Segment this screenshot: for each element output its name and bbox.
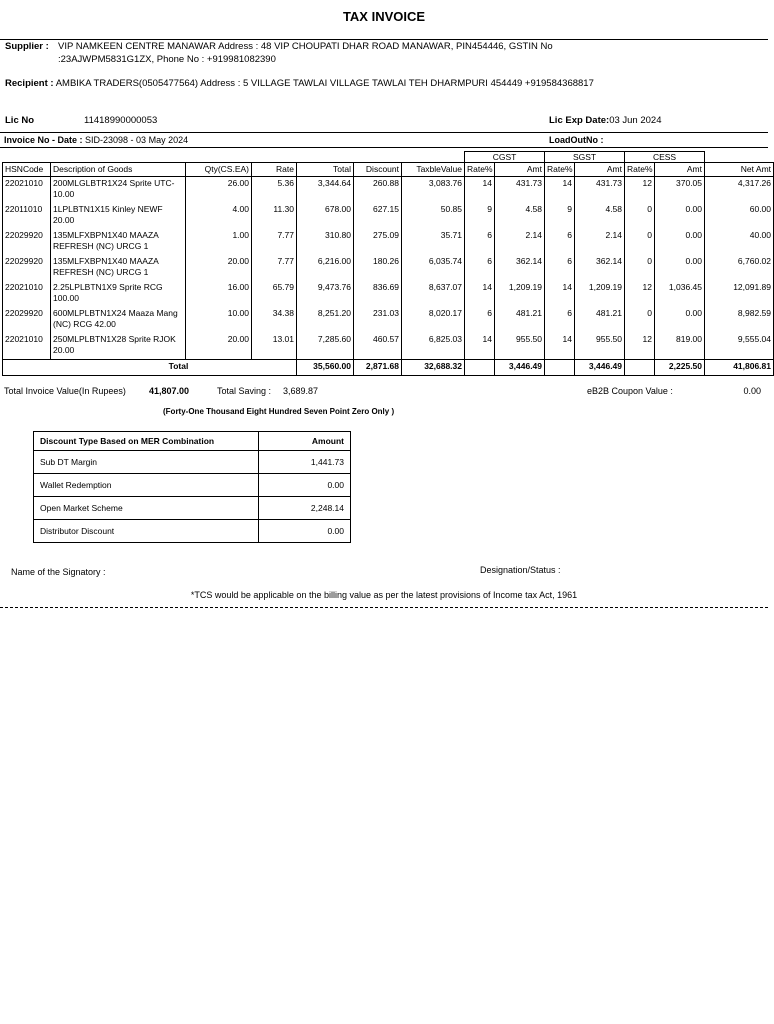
cell-sgst-rate: 14 xyxy=(545,281,575,307)
cell-cess-rate: 0 xyxy=(625,307,655,333)
cell-cess-rate: 12 xyxy=(625,281,655,307)
col-taxable: TaxbleValue xyxy=(402,163,465,177)
cell-sgst-amt: 431.73 xyxy=(575,177,625,204)
total-row xyxy=(3,360,774,376)
col-discount: Discount xyxy=(354,163,402,177)
invoice-no-value: SID-23098 - 03 May 2024 xyxy=(85,135,189,145)
invoice-value-label: Total Invoice Value(In Rupees) xyxy=(4,386,126,396)
saving-value: 3,689.87 xyxy=(283,386,319,396)
cell-hsncode: 22029920 xyxy=(3,307,51,333)
col-net-amt: Net Amt xyxy=(705,163,774,177)
cell-hsncode: 22029920 xyxy=(3,229,51,255)
total-cess-rate xyxy=(625,360,655,376)
cell-cess-amt: 1,036.45 xyxy=(655,281,705,307)
cell-qty: 16.00 xyxy=(186,281,252,307)
cell-description: 135MLFXBPN1X40 MAAZA REFRESH (NC) URCG 1 xyxy=(51,255,186,281)
total-total: 35,560.00 xyxy=(297,360,354,376)
col-cgst-amt: Amt xyxy=(495,163,545,177)
discount-amount: 0.00 xyxy=(259,474,351,497)
cell-total: 678.00 xyxy=(297,203,354,229)
cell-cgst-amt: 955.50 xyxy=(495,333,545,360)
cell-sgst-amt: 481.21 xyxy=(575,307,625,333)
cell-taxable: 8,637.07 xyxy=(402,281,465,307)
cell-rate: 7.77 xyxy=(252,255,297,281)
supplier-line2: :23AJWPM5831G1ZX, Phone No : +919981082390 xyxy=(58,54,276,65)
col-cess-amt: Amt xyxy=(655,163,705,177)
supplier-label: Supplier : xyxy=(5,41,49,52)
cell-cgst-rate: 6 xyxy=(465,307,495,333)
cell-cgst-rate: 6 xyxy=(465,229,495,255)
cell-total: 9,473.76 xyxy=(297,281,354,307)
cell-description: 135MLFXBPN1X40 MAAZA REFRESH (NC) URCG 1 xyxy=(51,229,186,255)
total-sgst-amt: 3,446.49 xyxy=(575,360,625,376)
cell-net-amt: 8,982.59 xyxy=(705,307,774,333)
cell-cgst-amt: 1,209.19 xyxy=(495,281,545,307)
total-taxable: 32,688.32 xyxy=(402,360,465,376)
dashed-cut-line xyxy=(0,607,768,608)
recipient-label: Recipient : xyxy=(5,78,54,89)
table-row xyxy=(3,203,774,229)
coupon-label: eB2B Coupon Value : xyxy=(587,386,673,396)
col-cgst-rate: Rate% xyxy=(465,163,495,177)
cell-sgst-rate: 6 xyxy=(545,229,575,255)
cell-net-amt: 6,760.02 xyxy=(705,255,774,281)
col-sgst-amt: Amt xyxy=(575,163,625,177)
cell-discount: 836.69 xyxy=(354,281,402,307)
amount-in-words: (Forty-One Thousand Eight Hundred Seven Point Zero Only ) xyxy=(163,407,395,416)
cell-description: 1LPLBTN1X15 Kinley NEWF 20.00 xyxy=(51,203,186,229)
recipient-text: AMBIKA TRADERS(0505477564) Address : 5 VILLAGE TAWLAI VILLAGE TAWLAI TEH DHARMPURI 454449 +919584368817 xyxy=(55,78,594,89)
cell-total: 6,216.00 xyxy=(297,255,354,281)
cell-cess-amt: 0.00 xyxy=(655,203,705,229)
cell-rate: 7.77 xyxy=(252,229,297,255)
cell-sgst-amt: 362.14 xyxy=(575,255,625,281)
cell-hsncode: 22029920 xyxy=(3,255,51,281)
cell-discount: 275.09 xyxy=(354,229,402,255)
cell-sgst-amt: 2.14 xyxy=(575,229,625,255)
cell-net-amt: 4,317.26 xyxy=(705,177,774,204)
table-row xyxy=(3,229,774,255)
divider xyxy=(0,132,768,133)
cell-net-amt: 9,555.04 xyxy=(705,333,774,360)
cell-cess-rate: 0 xyxy=(625,203,655,229)
discount-amount: 2,248.14 xyxy=(259,497,351,520)
cell-cess-amt: 0.00 xyxy=(655,229,705,255)
total-cess-amt: 2,225.50 xyxy=(655,360,705,376)
cell-qty: 1.00 xyxy=(186,229,252,255)
cell-discount: 231.03 xyxy=(354,307,402,333)
cell-hsncode: 22021010 xyxy=(3,333,51,360)
group-spacer xyxy=(705,152,774,163)
discount-table xyxy=(33,431,351,543)
lic-exp xyxy=(549,115,661,126)
invoice-no-row xyxy=(4,135,188,145)
discount-row xyxy=(34,520,351,543)
discount-row xyxy=(34,474,351,497)
cell-sgst-rate: 6 xyxy=(545,255,575,281)
divider xyxy=(0,39,768,40)
discount-header-row xyxy=(34,432,351,451)
recipient-row xyxy=(5,78,594,89)
cell-discount: 180.26 xyxy=(354,255,402,281)
cell-discount: 460.57 xyxy=(354,333,402,360)
saving-label: Total Saving : xyxy=(217,386,272,396)
cell-qty: 26.00 xyxy=(186,177,252,204)
cess-group: CESS xyxy=(625,152,705,163)
table-row xyxy=(3,177,774,204)
column-header-row xyxy=(3,163,774,177)
cell-qty: 10.00 xyxy=(186,307,252,333)
cell-cess-rate: 0 xyxy=(625,229,655,255)
cell-hsncode: 22011010 xyxy=(3,203,51,229)
cell-cess-amt: 819.00 xyxy=(655,333,705,360)
cell-cgst-amt: 2.14 xyxy=(495,229,545,255)
sgst-group: SGST xyxy=(545,152,625,163)
cell-taxable: 8,020.17 xyxy=(402,307,465,333)
cell-cess-rate: 12 xyxy=(625,333,655,360)
discount-amount: 1,441.73 xyxy=(259,451,351,474)
cgst-group: CGST xyxy=(465,152,545,163)
cell-rate: 11.30 xyxy=(252,203,297,229)
total-cgst-amt: 3,446.49 xyxy=(495,360,545,376)
discount-type-header: Discount Type Based on MER Combination xyxy=(34,432,259,451)
cell-qty: 20.00 xyxy=(186,333,252,360)
discount-amount: 0.00 xyxy=(259,520,351,543)
cell-description: 600MLPLBTN1X24 Maaza Mang (NC) RCG 42.00 xyxy=(51,307,186,333)
cell-cgst-amt: 481.21 xyxy=(495,307,545,333)
supplier-row xyxy=(5,41,49,52)
discount-type: Distributor Discount xyxy=(34,520,259,543)
col-hsncode: HSNCode xyxy=(3,163,51,177)
discount-type: Wallet Redemption xyxy=(34,474,259,497)
cell-cgst-amt: 362.14 xyxy=(495,255,545,281)
total-label: Total xyxy=(3,360,297,376)
cell-sgst-rate: 6 xyxy=(545,307,575,333)
invoice-title: TAX INVOICE xyxy=(342,9,426,24)
cell-rate: 13.01 xyxy=(252,333,297,360)
cell-sgst-rate: 9 xyxy=(545,203,575,229)
col-qty: Qty(CS.EA) xyxy=(186,163,252,177)
cell-taxable: 50.85 xyxy=(402,203,465,229)
cell-cgst-amt: 431.73 xyxy=(495,177,545,204)
cell-rate: 34.38 xyxy=(252,307,297,333)
cell-rate: 5.36 xyxy=(252,177,297,204)
cell-taxable: 6,825.03 xyxy=(402,333,465,360)
supplier-line1: VIP NAMKEEN CENTRE MANAWAR Address : 48 VIP CHOUPATI DHAR ROAD MANAWAR, PIN454446, GSTIN No xyxy=(58,41,553,52)
cell-qty: 20.00 xyxy=(186,255,252,281)
cell-net-amt: 60.00 xyxy=(705,203,774,229)
lic-exp-label: Lic Exp Date: xyxy=(549,115,610,126)
cell-total: 8,251.20 xyxy=(297,307,354,333)
cell-total: 3,344.64 xyxy=(297,177,354,204)
table-row xyxy=(3,307,774,333)
cell-cess-amt: 0.00 xyxy=(655,307,705,333)
cell-cgst-rate: 9 xyxy=(465,203,495,229)
discount-row xyxy=(34,497,351,520)
total-sgst-rate xyxy=(545,360,575,376)
cell-sgst-amt: 1,209.19 xyxy=(575,281,625,307)
lic-exp-value: 03 Jun 2024 xyxy=(609,115,662,126)
cell-total: 310.80 xyxy=(297,229,354,255)
cell-discount: 260.88 xyxy=(354,177,402,204)
cell-cgst-rate: 6 xyxy=(465,255,495,281)
cell-cgst-rate: 14 xyxy=(465,177,495,204)
tcs-note: *TCS would be applicable on the billing value as per the latest provisions of Income tax Act, 1961 xyxy=(190,590,578,600)
cell-net-amt: 12,091.89 xyxy=(705,281,774,307)
cell-taxable: 35.71 xyxy=(402,229,465,255)
cell-cgst-rate: 14 xyxy=(465,333,495,360)
total-cgst-rate xyxy=(465,360,495,376)
col-description: Description of Goods xyxy=(51,163,186,177)
cell-cess-amt: 0.00 xyxy=(655,255,705,281)
cell-qty: 4.00 xyxy=(186,203,252,229)
table-row xyxy=(3,333,774,360)
discount-amount-header: Amount xyxy=(259,432,351,451)
designation-label: Designation/Status : xyxy=(480,565,561,575)
discount-type: Open Market Scheme xyxy=(34,497,259,520)
cell-sgst-amt: 4.58 xyxy=(575,203,625,229)
cell-taxable: 3,083.76 xyxy=(402,177,465,204)
cell-rate: 65.79 xyxy=(252,281,297,307)
cell-discount: 627.15 xyxy=(354,203,402,229)
lic-no-label: Lic No xyxy=(5,115,35,126)
divider xyxy=(0,147,768,148)
lic-no-value: 11418990000053 xyxy=(84,115,158,126)
cell-description: 250MLPLBTN1X28 Sprite RJOK 20.00 xyxy=(51,333,186,360)
cell-description: 2.25LPLBTN1X9 Sprite RCG 100.00 xyxy=(51,281,186,307)
signatory-label: Name of the Signatory : xyxy=(11,567,106,577)
items-table xyxy=(2,151,774,376)
cell-cess-rate: 0 xyxy=(625,255,655,281)
total-discount: 2,871.68 xyxy=(354,360,402,376)
col-rate: Rate xyxy=(252,163,297,177)
col-total: Total xyxy=(297,163,354,177)
col-sgst-rate: Rate% xyxy=(545,163,575,177)
total-net: 41,806.81 xyxy=(705,360,774,376)
cell-cgst-amt: 4.58 xyxy=(495,203,545,229)
invoice-no-label: Invoice No - Date : xyxy=(4,135,83,145)
cell-net-amt: 40.00 xyxy=(705,229,774,255)
loadout-label: LoadOutNo : xyxy=(549,135,604,145)
cell-taxable: 6,035.74 xyxy=(402,255,465,281)
cell-cess-rate: 12 xyxy=(625,177,655,204)
group-header-row xyxy=(3,152,774,163)
cell-hsncode: 22021010 xyxy=(3,177,51,204)
cell-cess-amt: 370.05 xyxy=(655,177,705,204)
discount-row xyxy=(34,451,351,474)
col-cess-rate: Rate% xyxy=(625,163,655,177)
cell-sgst-rate: 14 xyxy=(545,333,575,360)
cell-hsncode: 22021010 xyxy=(3,281,51,307)
cell-sgst-rate: 14 xyxy=(545,177,575,204)
table-row xyxy=(3,255,774,281)
discount-type: Sub DT Margin xyxy=(34,451,259,474)
table-row xyxy=(3,281,774,307)
cell-description: 200MLGLBTR1X24 Sprite UTC- 10.00 xyxy=(51,177,186,204)
coupon-value: 0.00 xyxy=(743,386,761,396)
group-spacer xyxy=(3,152,465,163)
cell-total: 7,285.60 xyxy=(297,333,354,360)
cell-sgst-amt: 955.50 xyxy=(575,333,625,360)
invoice-value: 41,807.00 xyxy=(149,386,190,396)
cell-cgst-rate: 14 xyxy=(465,281,495,307)
